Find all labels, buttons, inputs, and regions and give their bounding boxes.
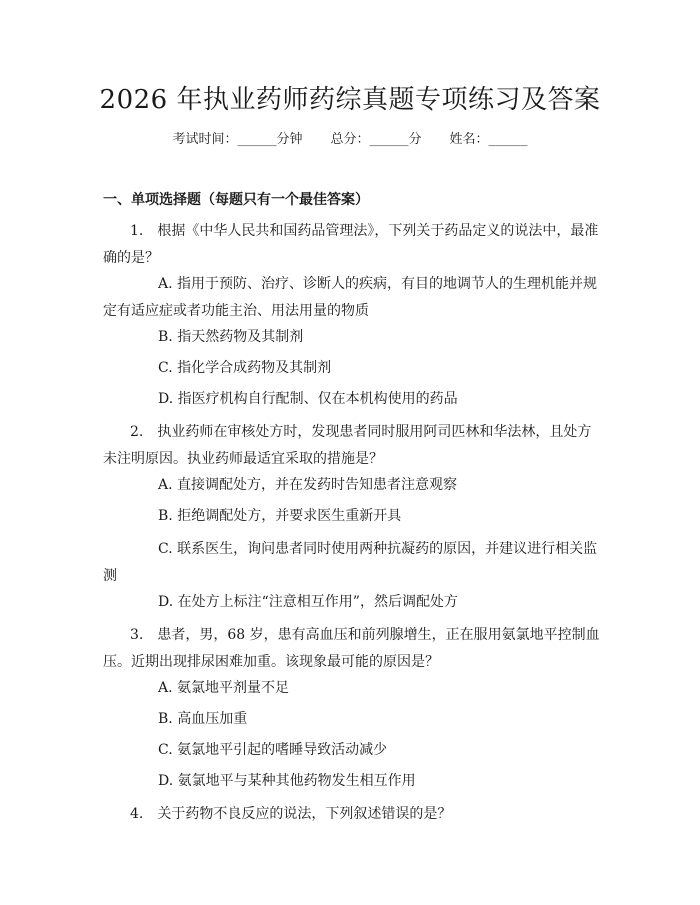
question-3-option-c: C. 氨氯地平引起的嗜睡导致活动减少: [158, 742, 388, 758]
exam-time-field: 考试时间：______分钟: [172, 132, 303, 147]
question-3-stem: 3. 患者，男，68 岁，患有高血压和前列腺增生，正在服用氨氯地平控制血压。近期出现排尿困难加重。该现象最可能的原因是？: [103, 627, 600, 670]
question-1-option-b: B. 指天然药物及其制剂: [158, 329, 304, 345]
question-1-option-a: A. 指用于预防、治疗、诊断人的疾病，有目的地调节人的生理机能并规定有适应症或者功能主治、用法用量的物质: [103, 276, 598, 319]
question-2-option-d: D. 在处方上标注“注意相互作用”，然后调配处方: [158, 594, 458, 610]
question-2-option-b: B. 拒绝调配处方，并要求医生重新开具: [158, 508, 402, 524]
document-title: 2026 年执业药师药综真题专项练习及答案: [99, 85, 601, 115]
total-score-field: 总分：______分: [330, 132, 422, 147]
question-2-option-c: C. 联系医生，询问患者同时使用两种抗凝药的原因，并建议进行相关监测: [103, 541, 598, 584]
question-2-option-a: A. 直接调配处方，并在发药时告知患者注意观察: [158, 477, 458, 493]
exam-info-line: [0, 130, 700, 150]
question-3-option-d: D. 氨氯地平与某种其他药物发生相互作用: [158, 773, 416, 789]
question-4-stem: 4. 关于药物不良反应的说法，下列叙述错误的是？: [130, 806, 452, 822]
question-2-stem: 2. 执业药师在审核处方时，发现患者同时服用阿司匹林和华法林，且处方未注明原因。执业药师最适宜采取的措施是？: [103, 424, 592, 467]
question-3-option-a: A. 氨氯地平剂量不足: [158, 680, 290, 696]
question-1-stem: 1. 根据《中华人民共和国药品管理法》，下列关于药品定义的说法中，最准确的是？: [103, 223, 599, 266]
name-field: 姓名：______: [449, 132, 528, 147]
question-3-option-b: B. 高血压加重: [158, 711, 248, 727]
question-1-option-d: D. 指医疗机构自行配制、仅在本机构使用的药品: [158, 391, 458, 407]
section-heading: 一、单项选择题（每题只有一个最佳答案）: [103, 192, 369, 208]
question-1-option-c: C. 指化学合成药物及其制剂: [158, 360, 332, 376]
